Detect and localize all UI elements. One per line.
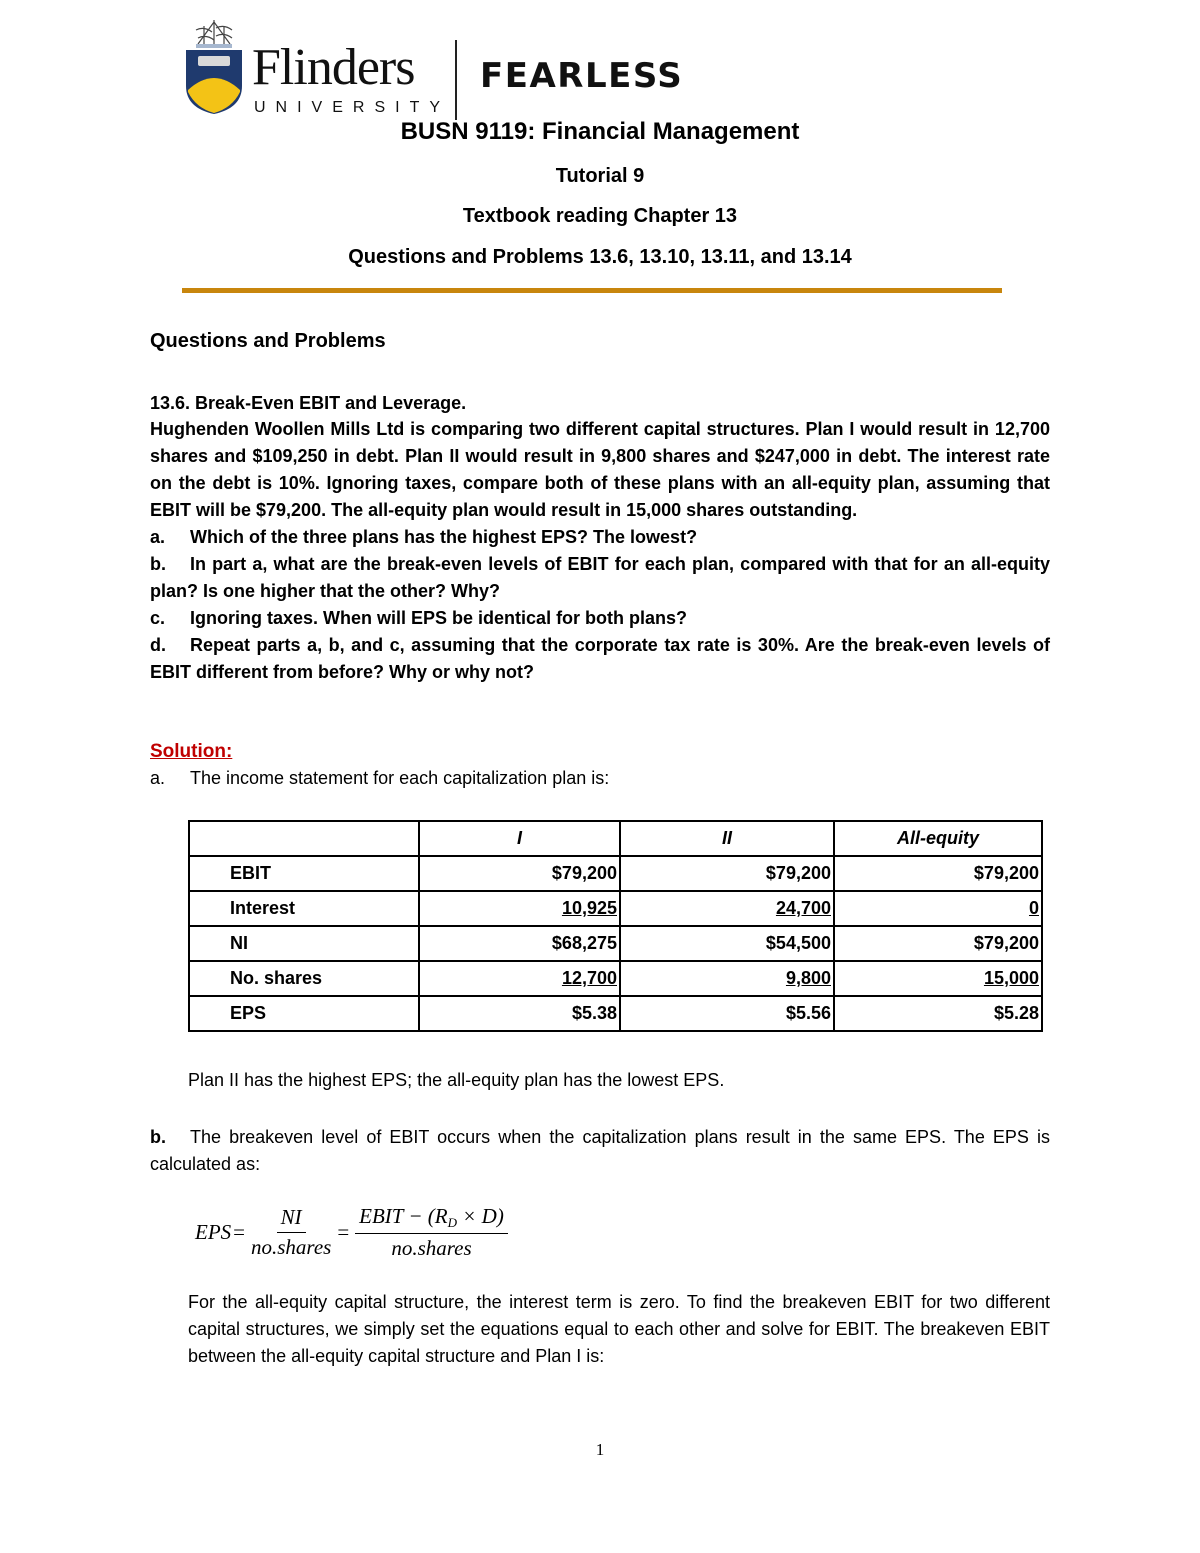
equals-sign: = <box>233 1220 245 1244</box>
logo-tagline: FEARLESS <box>480 56 684 96</box>
university-crest-icon <box>184 16 244 116</box>
table-row-eps <box>189 996 1042 1031</box>
part-label: a. <box>150 527 166 547</box>
question-part-c <box>150 605 1050 632</box>
logo-subtitle: UNIVERSITY <box>254 99 451 116</box>
income-statement-table <box>188 820 1043 1032</box>
row-label: EBIT <box>189 856 419 891</box>
part-text: The breakeven level of EBIT occurs when the capitalization plans result in the same EPS. The EPS is calculated as: <box>150 1127 1050 1174</box>
university-logo <box>184 16 684 120</box>
formula-lhs: EPS <box>195 1220 232 1244</box>
cell-all-equity: 0 <box>1028 898 1039 918</box>
table-row-ni <box>189 926 1042 961</box>
fraction-ebit <box>355 1204 508 1261</box>
header-cell-blank <box>189 821 419 856</box>
cell-all-equity: $79,200 <box>834 926 1042 961</box>
denominator: no.shares <box>251 1235 332 1259</box>
cell-plan-ii: 24,700 <box>775 898 831 918</box>
logo-divider <box>455 40 457 120</box>
cell-all-equity: $79,200 <box>834 856 1042 891</box>
part-label: a. <box>150 768 166 788</box>
cell-plan-i: $79,200 <box>419 856 620 891</box>
part-text: In part a, what are the break-even levels of EBIT for each plan, compared with that for an all-equity plan? Is one higher that the other? Why? <box>150 554 1050 601</box>
part-label: c. <box>150 608 166 628</box>
reading-line: Textbook reading Chapter 13 <box>462 205 738 227</box>
row-label: NI <box>189 926 419 961</box>
equals-sign: = <box>337 1220 350 1244</box>
cell-all-equity: 15,000 <box>983 968 1039 988</box>
part-text: Repeat parts a, b, and c, assuming that the corporate tax rate is 30%. Are the break-even levels of EBIT different from before? Why or why not? <box>150 635 1050 682</box>
part-text: Ignoring taxes. When will EPS be identical for both plans? <box>190 608 688 628</box>
header-divider <box>182 288 1002 293</box>
subscript: D <box>447 1215 457 1230</box>
part-a-conclusion: Plan II has the highest EPS; the all-equity plan has the lowest EPS. <box>188 1070 725 1090</box>
question-body: Hughenden Woollen Mills Ltd is comparing two different capital structures. Plan I would result in 12,700 shares and $109,250 in debt. Plan II would result in 9,800 shares and $247,000 in debt. The interest rate on the debt is 10%. Ignoring taxes, compare both of these plans with an all-equity plan, assuming that EBIT will be $79,200. The all-equity plan would result in 15,000 shares outstanding. <box>150 419 1050 520</box>
cell-plan-ii: $79,200 <box>620 856 834 891</box>
cell-plan-i: 12,700 <box>561 968 617 988</box>
cell-plan-ii: $54,500 <box>620 926 834 961</box>
part-label: b. <box>150 554 166 574</box>
breakeven-paragraph: For the all-equity capital structure, the interest term is zero. To find the breakeven EBIT for two different capital structures, we simply set the equations equal to each other and solve for EBIT. The breakeven EBIT between the all-equity capital structure and Plan I is: <box>188 1292 1050 1366</box>
table-row-ebit <box>189 856 1042 891</box>
part-label: d. <box>150 635 166 655</box>
question-part-b <box>150 551 1050 605</box>
cell-plan-ii: 9,800 <box>785 968 831 988</box>
cell-plan-i: $68,275 <box>419 926 620 961</box>
fraction-ni <box>251 1205 331 1260</box>
solution-part-a-intro <box>150 768 609 789</box>
numerator-part: × D) <box>457 1204 504 1228</box>
row-label: Interest <box>189 891 419 926</box>
table-header-row <box>189 821 1042 856</box>
tutorial-title: Tutorial 9 <box>555 165 645 187</box>
header-cell-plan-ii: II <box>620 821 834 856</box>
cell-all-equity: $5.28 <box>834 996 1042 1031</box>
page-number: 1 <box>595 1440 605 1459</box>
solution-label: Solution: <box>150 741 233 762</box>
problems-line: Questions and Problems 13.6, 13.10, 13.11, and 13.14 <box>348 246 852 268</box>
eps-formula <box>195 1204 512 1261</box>
cell-plan-i: 10,925 <box>561 898 617 918</box>
denominator: no.shares <box>391 1236 472 1260</box>
header-cell-plan-i: I <box>419 821 620 856</box>
table-row-shares <box>189 961 1042 996</box>
logo-wordmark: Flinders <box>252 39 415 96</box>
cell-plan-i: $5.38 <box>419 996 620 1031</box>
question-part-d <box>150 632 1050 686</box>
solution-part-b <box>150 1124 1050 1178</box>
numerator: NI <box>277 1205 306 1233</box>
header-cell-all-equity: All-equity <box>834 821 1042 856</box>
section-heading: Questions and Problems <box>150 330 386 352</box>
row-label: EPS <box>189 996 419 1031</box>
table-row-interest <box>189 891 1042 926</box>
part-text: Which of the three plans has the highest EPS? The lowest? <box>190 527 698 547</box>
question-block <box>150 416 1050 686</box>
cell-plan-ii: $5.56 <box>620 996 834 1031</box>
question-title: 13.6. Break-Even EBIT and Leverage. <box>150 393 467 413</box>
numerator-part: EBIT − (R <box>359 1204 448 1228</box>
course-title: BUSN 9119: Financial Management <box>400 118 800 145</box>
question-part-a <box>150 524 1050 551</box>
row-label: No. shares <box>189 961 419 996</box>
numerator <box>355 1204 508 1234</box>
part-text: The income statement for each capitalization plan is: <box>190 768 610 788</box>
part-label: b. <box>150 1127 166 1147</box>
